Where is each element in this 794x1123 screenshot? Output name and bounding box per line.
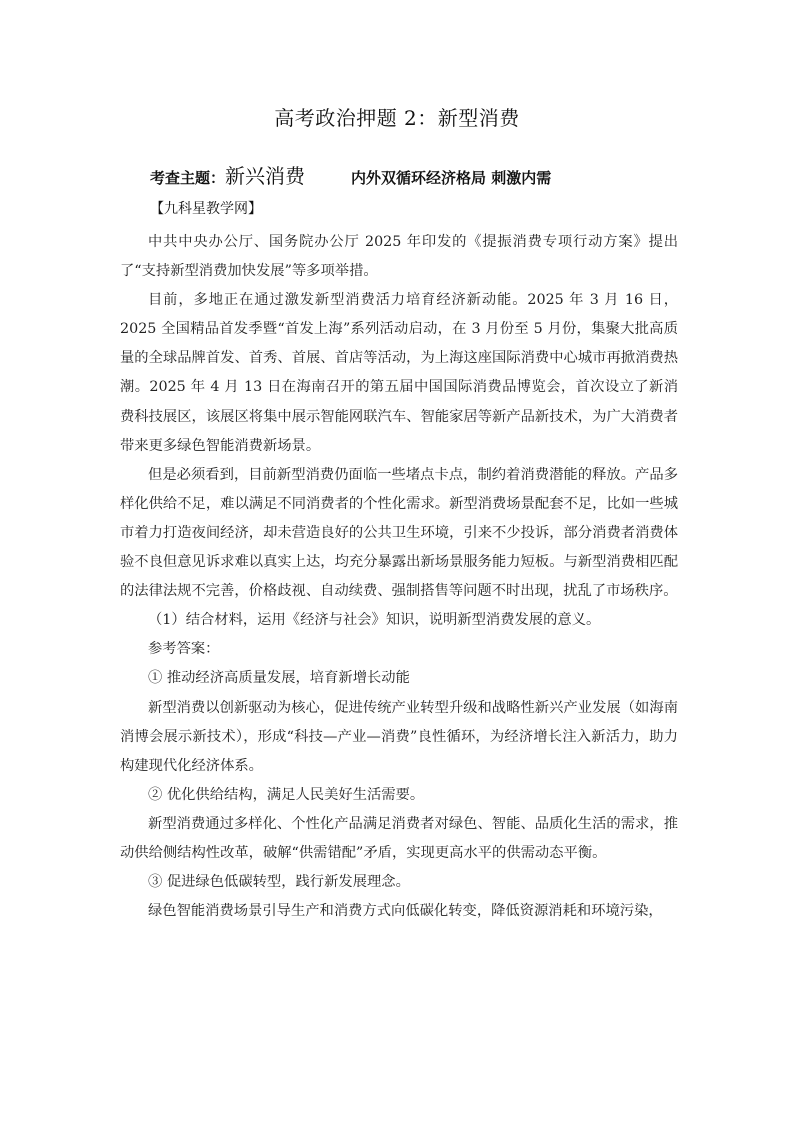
- topic-main: 新兴消费: [225, 164, 306, 188]
- body-text: [120, 228, 678, 926]
- answer-point-3: ③ 促进绿色低碳转型，践行新发展理念。: [148, 874, 410, 891]
- topic-label: 考查主题：: [150, 169, 226, 187]
- answer-point-1-detail: 新型消费以创新驱动为核心，促进传统产业转型升级和战略性新兴产业发展（如海南消博会展示新技术），形成“科技—产业—消费”良性循环，为经济增长注入新活力，助力构建现代化经济体系。: [120, 699, 678, 774]
- answer-point-3-detail: 绿色智能消费场景引导生产和消费方式向低碳化转变，降低资源消耗和环境污染，: [148, 903, 663, 920]
- page-title: 高考政治押题 2：新型消费: [274, 106, 520, 130]
- paragraph-background: 目前，多地正在通过激发新型消费活力培育经济新动能。2025 年 3 月 16 日，2025 全国精品首发季暨“首发上海”系列活动启动，在 3 月份至 5 月份，集聚大批高质量的全球品牌首发、首秀、首展、首店等活动，为上海这座国际消费中心城市再掀消费热潮。2025 年 4 月 13 日在海南召开的第五届中国国际消费品博览会，首次设立了新消费科技展区，该展区将集中展示智能网联汽车、智能家居等新产品新技术，为广大消费者带来更多绿色智能消费新场景。: [120, 292, 678, 454]
- paragraph-intro: 中共中央办公厅、国务院办公厅 2025 年印发的《提振消费专项行动方案》提出了“支持新型消费加快发展”等多项举措。: [120, 234, 678, 280]
- answer-point-2-detail: 新型消费通过多样化、个性化产品满足消费者对绿色、智能、品质化生活的需求，推动供给侧结构性改革，破解“供需错配”矛盾，实现更高水平的供需动态平衡。: [120, 815, 678, 861]
- answer-point-2: ② 优化供给结构，满足人民美好生活需要。: [148, 786, 425, 803]
- source-tag: 【九科星教学网】: [150, 201, 262, 217]
- question-1: （1）结合材料，运用《经济与社会》知识，说明新型消费发展的意义。: [148, 612, 601, 629]
- topic-line: [150, 160, 670, 189]
- answer-point-1: ① 推动经济高质量发展，培育新增长动能: [148, 670, 410, 687]
- paragraph-problems: 但是必须看到，目前新型消费仍面临一些堵点卡点，制约着消费潜能的释放。产品多样化供给不足，难以满足不同消费者的个性化需求。新型消费场景配套不足，比如一些城市着力打造夜间经济，却未营造良好的公共卫生环境，引来不少投诉，部分消费者消费体验不良但意见诉求难以真实上达，均充分暴露出新场景服务能力短板。与新型消费相匹配的法律法规不完善，价格歧视、自动续费、强制搭售等问题不时出现，扰乱了市场秩序。: [120, 466, 678, 600]
- answer-heading: 参考答案：: [148, 641, 220, 658]
- topic-sub: 内外双循环经济格局 刺激内需: [351, 169, 552, 187]
